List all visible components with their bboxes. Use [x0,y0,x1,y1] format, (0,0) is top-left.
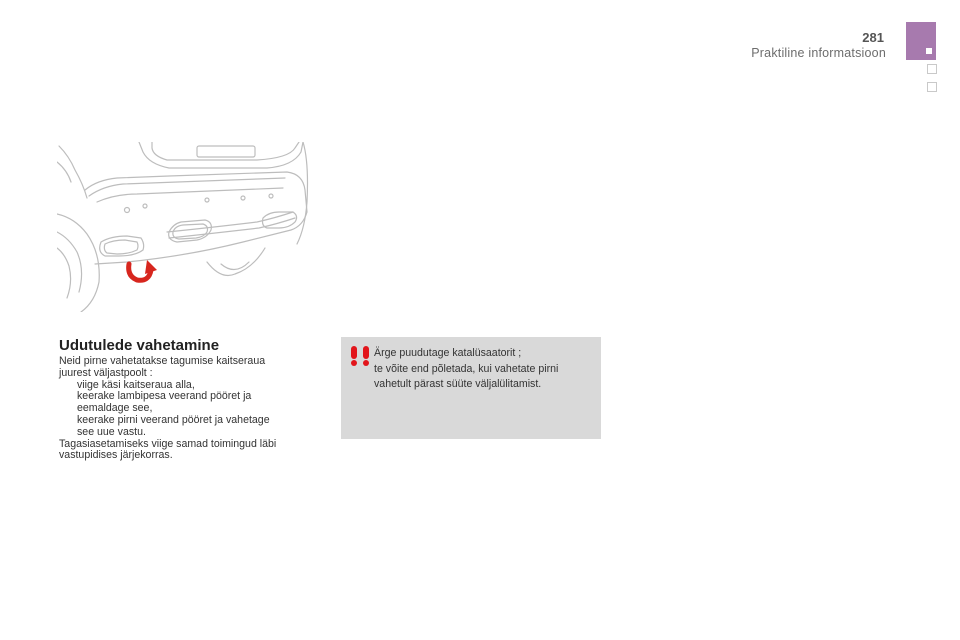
warning-box [341,337,601,439]
intro-line: juurest väljastpoolt : [59,366,153,379]
outro-line: vastupidises järjekorras. [59,449,173,462]
intro-line: Neid pirne vahetatakse tagumise kaitseraua [59,355,266,367]
page-number: 281 [862,30,884,45]
bullet-line: eemaldage see, [77,402,153,415]
chapter-marker-icon [926,48,932,54]
chapter-tab-empty[interactable] [927,82,937,92]
bullet-item [59,391,324,415]
warning-text [374,346,596,393]
warning-line: vahetult pärast süüte väljalülitamist. [374,378,542,390]
bullet-line: see uue vastu. [77,425,146,438]
section-title: Praktiline informatsioon [751,46,886,60]
outro-line: Tagasiasetamiseks viige samad toimingud läbi [59,437,277,450]
bullet-line: viige käsi kaitseraua alla, [77,378,195,391]
warning-line: te võite end põletada, kui vahetate pirni [374,362,559,375]
instructions-text [59,356,324,462]
chapter-tab-empty[interactable] [927,64,937,74]
rear-bumper-car-illustration [57,142,309,312]
section-heading: Udutulede vahetamine [59,337,220,354]
chapter-tab[interactable] [906,22,936,60]
bullet-line: keerake lambipesa veerand pööret ja [77,390,252,403]
bullet-item [59,415,324,439]
bullet-line: keerake pirni veerand pööret ja vahetage [77,413,270,426]
red-curved-arrow-icon [129,260,157,280]
warning-line: Ärge puudutage katalüsaatorit ; [374,347,522,359]
warning-exclamation-icon [349,345,371,367]
rear-bumper-illustration [57,142,309,312]
